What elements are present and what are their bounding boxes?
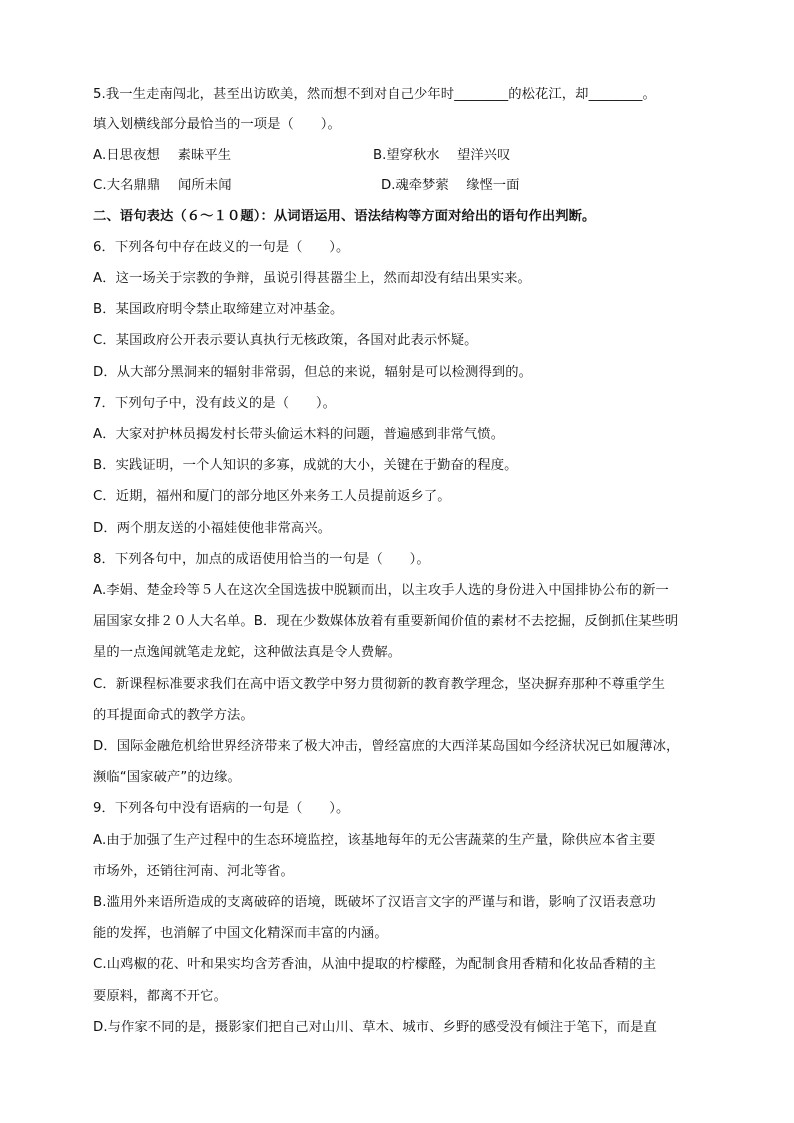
q5-stem: 5.我一生走南闯北，甚至出访欧美，然而想不到对自己少年时________的松花江，却________。 — [93, 87, 656, 102]
q5-instruction: 填入划横线部分最恰当的一项是（ ）。 — [93, 117, 341, 132]
q6-option-c: C．某国政府公开表示要认真执行无核政策，各国对此表示怀疑。 — [93, 333, 478, 348]
q7-option-c: C．近期，福州和厦门的部分地区外来务工人员提前返乡了。 — [93, 489, 451, 504]
q6-option-b: B．某国政府明令禁止取缔建立对冲基金。 — [93, 302, 344, 317]
q5-option-b: B.望穿秋水 望洋兴叹 — [373, 148, 511, 163]
q9-option-b-line1: B.滥用外来语所造成的支离破碎的语境，既破坏了汉语言文字的严谨与和谐，影响了汉语表意功 — [93, 895, 656, 910]
q8-option-b-line3: 星的一点逸闻就笔走龙蛇，这种做法真是令人费解。 — [93, 645, 402, 660]
q8-option-c-line2: 的耳提面命式的教学方法。 — [93, 708, 254, 723]
q8-option-d-line1: D．国际金融危机给世界经济带来了极大冲击，曾经富庶的大西洋某岛国如今经济状况已如履薄冰， — [93, 739, 680, 754]
q8-option-a-line2: 届国家女排２０人大名单。B．现在少数媒体放着有重要新闻价值的素材不去挖掘，反倒抓住某些明 — [93, 614, 679, 629]
q6-option-a: A．这一场关于宗教的争辩，虽说引得甚嚣尘上，然而却没有结出果实来。 — [93, 271, 531, 286]
q9-option-c-line2: 要原料，都离不开它。 — [93, 989, 227, 1004]
q7-option-d: D．两个朋友送的小福娃使他非常高兴。 — [93, 521, 332, 536]
q8-option-d-line2: 濒临“国家破产”的边缘。 — [93, 770, 241, 785]
q9-stem: 9．下列各句中没有语病的一句是（ ）。 — [93, 801, 350, 816]
q5-option-d: D.魂牵梦萦 缘悭一面 — [381, 178, 520, 193]
q8-stem: 8．下列各句中，加点的成语使用恰当的一句是（ ）。 — [93, 552, 430, 567]
q6-option-d: D．从大部分黑洞来的辐射非常弱，但总的来说，辐射是可以检测得到的。 — [93, 365, 533, 380]
q7-option-a: A．大家对护林员揭发村长带头偷运木料的问题，普遍感到非常气愤。 — [93, 427, 505, 442]
q8-option-c-line1: C．新课程标准要求我们在高中语文教学中努力贯彻新的教育教学理念，坚决摒弃那种不尊重学生 — [93, 677, 666, 692]
section-heading: 二、语句表达（６～１０题）：从词语运用、语法结构等方面对给出的语句作出判断。 — [93, 209, 596, 224]
q5-option-a: A.日思夜想 素昧平生 — [93, 148, 232, 163]
q7-option-b: B．实践证明，一个人知识的多寡，成就的大小，关键在于勤奋的程度。 — [93, 458, 518, 473]
q6-stem: 6．下列各句中存在歧义的一句是（ ）。 — [93, 240, 350, 255]
q5-option-c: C.大名鼎鼎 闻所未闻 — [93, 178, 232, 193]
q7-stem: 7．下列句子中，没有歧义的是（ ）。 — [93, 396, 337, 411]
q9-option-b-line2: 能的发挥，也消解了中国文化精深而丰富的内涵。 — [93, 926, 388, 941]
q9-option-d-line1: D.与作家不同的是，摄影家们把自己对山川、草木、城市、乡野的感受没有倾注于笔下，而是直 — [93, 1020, 657, 1035]
q9-option-c-line1: C.山鸡椒的花、叶和果实均含芳香油，从油中提取的柠檬醛，为配制食用香精和化妆品香精的主 — [93, 957, 656, 972]
q8-option-a-line1: A.李娟、楚金玲等５人在这次全国选拔中脱颖而出，以主攻手人选的身份进入中国排协公布的新一 — [93, 583, 669, 598]
q9-option-a-line2: 市场外，还销往河南、河北等省。 — [93, 864, 294, 879]
q9-option-a-line1: A.由于加强了生产过程中的生态环境监控，该基地每年的无公害蔬菜的生产量，除供应本省主要 — [93, 833, 656, 848]
